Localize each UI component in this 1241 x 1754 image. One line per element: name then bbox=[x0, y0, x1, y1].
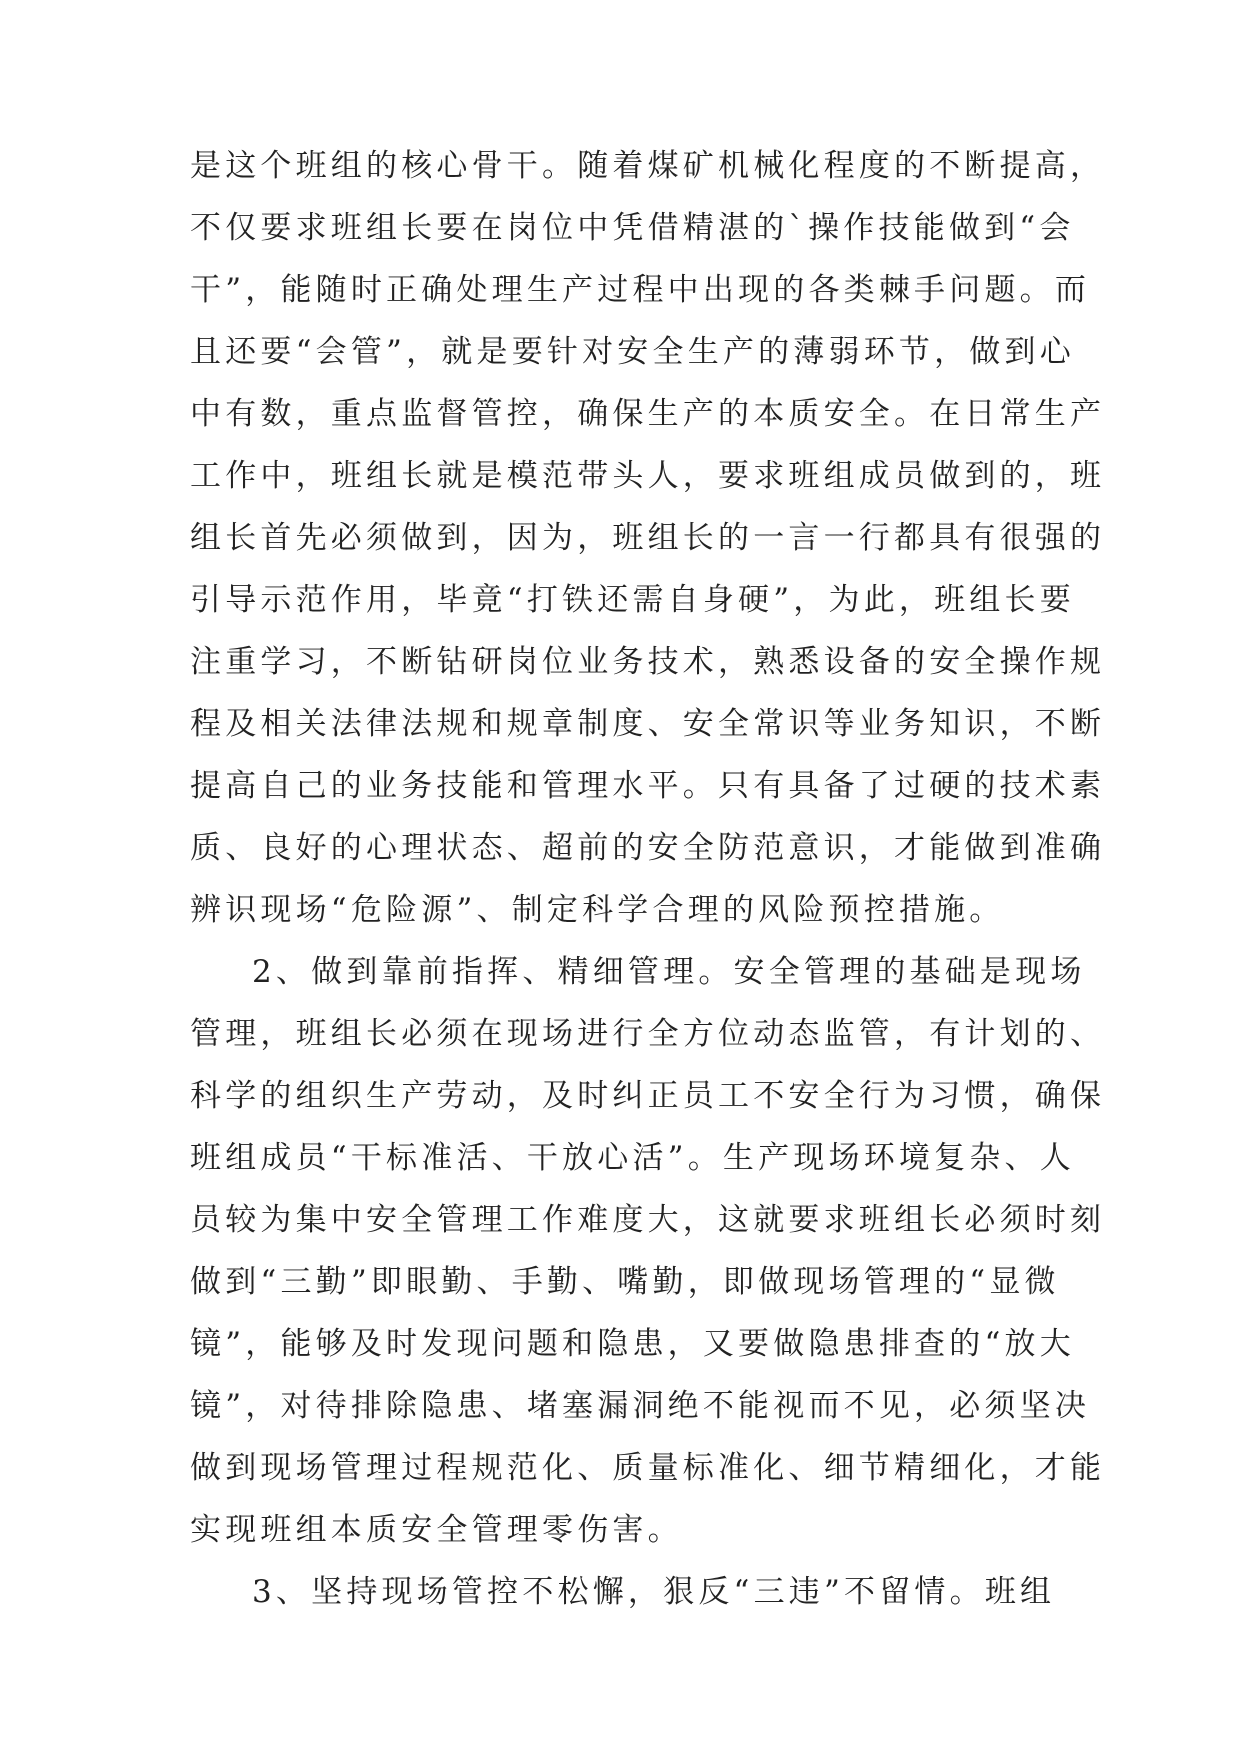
text-line: 注重学习，不断钻研岗位业务技术，熟悉设备的安全操作规 bbox=[190, 644, 1106, 680]
text-line: 管理，班组长必须在现场进行全方位动态监管，有计划的、 bbox=[190, 1016, 1106, 1052]
text-line: 程及相关法律法规和规章制度、安全常识等业务知识，不断 bbox=[190, 706, 1106, 742]
text-line: 中有数，重点监督管控，确保生产的本质安全。在日常生产 bbox=[190, 396, 1106, 432]
text-line: 做到现场管理过程规范化、质量标准化、细节精细化，才能 bbox=[190, 1450, 1106, 1486]
text-line: 组长首先必须做到，因为，班组长的一言一行都具有很强的 bbox=[190, 520, 1106, 556]
paragraph-start-line: 2、做到靠前指挥、精细管理。安全管理的基础是现场 bbox=[252, 954, 1086, 990]
text-line: 不仅要求班组长要在岗位中凭借精湛的`操作技能做到“会 bbox=[190, 210, 1075, 246]
text-line: 引导示范作用，毕竟“打铁还需自身硬”，为此，班组长要 bbox=[190, 582, 1075, 618]
text-line: 是这个班组的核心骨干。随着煤矿机械化程度的不断提高， bbox=[190, 148, 1106, 184]
text-line: 工作中，班组长就是模范带头人，要求班组成员做到的，班 bbox=[190, 458, 1106, 494]
text-line: 实现班组本质安全管理零伤害。 bbox=[190, 1512, 683, 1548]
text-line: 员较为集中安全管理工作难度大，这就要求班组长必须时刻 bbox=[190, 1202, 1106, 1238]
text-line: 班组成员“干标准活、干放心活”。生产现场环境复杂、人 bbox=[190, 1140, 1075, 1176]
text-line: 辨识现场“危险源”、制定科学合理的风险预控措施。 bbox=[190, 892, 1005, 928]
text-line: 质、良好的心理状态、超前的安全防范意识，才能做到准确 bbox=[190, 830, 1106, 866]
text-line: 镜”，对待排除隐患、堵塞漏洞绝不能视而不见，必须坚决 bbox=[190, 1388, 1091, 1424]
text-line: 且还要“会管”，就是要针对安全生产的薄弱环节，做到心 bbox=[190, 334, 1075, 370]
text-line: 干”，能随时正确处理生产过程中出现的各类棘手问题。而 bbox=[190, 272, 1091, 308]
text-line: 提高自己的业务技能和管理水平。只有具备了过硬的技术素 bbox=[190, 768, 1106, 804]
text-line: 镜”，能够及时发现问题和隐患，又要做隐患排查的“放大 bbox=[190, 1326, 1075, 1362]
paragraph-start-line: 3、坚持现场管控不松懈，狠反“三违”不留情。班组 bbox=[252, 1574, 1056, 1610]
text-line: 科学的组织生产劳动，及时纠正员工不安全行为习惯，确保 bbox=[190, 1078, 1106, 1114]
text-line: 做到“三勤”即眼勤、手勤、嘴勤，即做现场管理的“显微 bbox=[190, 1264, 1060, 1300]
